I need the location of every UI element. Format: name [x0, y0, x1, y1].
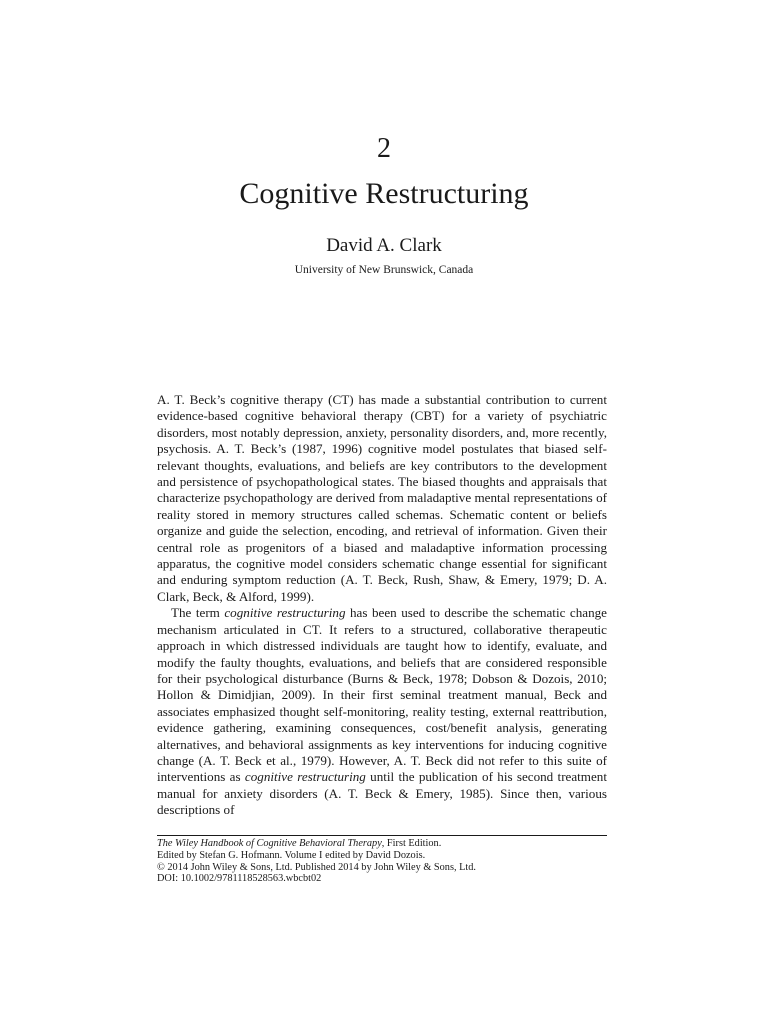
term-cognitive-restructuring-2: cognitive restructuring	[244, 769, 366, 785]
footer-editors: Edited by Stefan G. Hofmann. Volume I edited by David Dozois.	[157, 849, 426, 861]
chapter-number: 2	[377, 133, 391, 164]
footer-credits	[157, 838, 607, 885]
author-affiliation: University of New Brunswick, Canada	[294, 264, 474, 276]
footer-book-line	[157, 838, 607, 850]
paragraph-2	[157, 605, 607, 818]
body-text	[157, 392, 607, 819]
book-title: The Wiley Handbook of Cognitive Behavioral Therapy	[157, 838, 382, 849]
paragraph-2-part-c: until the publication of his second treatment manual for anxiety disorders (A. T. Beck & Emery, 1985). Since then, various descriptions of	[157, 769, 607, 818]
chapter-title: Cognitive Restructuring	[239, 177, 529, 210]
term-cognitive-restructuring: cognitive restructuring	[224, 605, 346, 621]
footer-copyright: © 2014 John Wiley & Sons, Ltd. Published 2014 by John Wiley & Sons, Ltd.	[157, 861, 476, 873]
footer-divider	[157, 835, 607, 836]
paragraph-1: A. T. Beck’s cognitive therapy (CT) has made a substantial contribution to current evidence-based cognitive behavioral therapy (CBT) for a variety of psychiatric disorders, most notably depression, anxiety, personality disorders, and, more recently, psychosis. A. T. Beck’s (1987, 1996) cognitive model postulates that biased self-relevant thoughts, evaluations, and beliefs are key contributors to the development and persistence of psychopathological states. The biased thoughts and appraisals that characterize psychopathology are derived from maladaptive mental representations of reality stored in memory structures called schemas. Schematic content or beliefs organize and guide the selection, encoding, and retrieval of information. Given their central role as progenitors of a biased and maladaptive information processing apparatus, the cognitive model considers schematic change essential for significant and enduring symptom reduction (A. T. Beck, Rush, Shaw, & Emery, 1979; D. A. Clark, Beck, & Alford, 1999).	[157, 392, 607, 604]
footer-doi: DOI: 10.1002/9781118528563.wbcbt02	[157, 873, 322, 885]
paragraph-2-part-a: The term	[171, 605, 225, 621]
author-name: David A. Clark	[326, 235, 442, 256]
paragraph-2-part-b: has been used to describe the schematic change mechanism articulated in CT. It refers to a structured, collaborative therapeutic approach in which distressed individuals are taught how to identify, evaluate, and modify the faulty thoughts, evaluations, and beliefs that are considered responsible for their psychological disturbance (Burns & Beck, 1978; Dobson & Dozois, 2010; Hollon & Dimidjian, 2009). In their first seminal treatment manual, Beck and associates emphasized thought self-monitoring, reality testing, external reattribution, evidence gathering, examining consequences, cost/benefit analysis, generating alternatives, and behavioral assignments as key interventions for inducing cognitive change (A. T. Beck et al., 1979). However, A. T. Beck did not refer to this suite of interventions as	[157, 605, 607, 785]
book-edition: , First Edition.	[381, 838, 442, 849]
